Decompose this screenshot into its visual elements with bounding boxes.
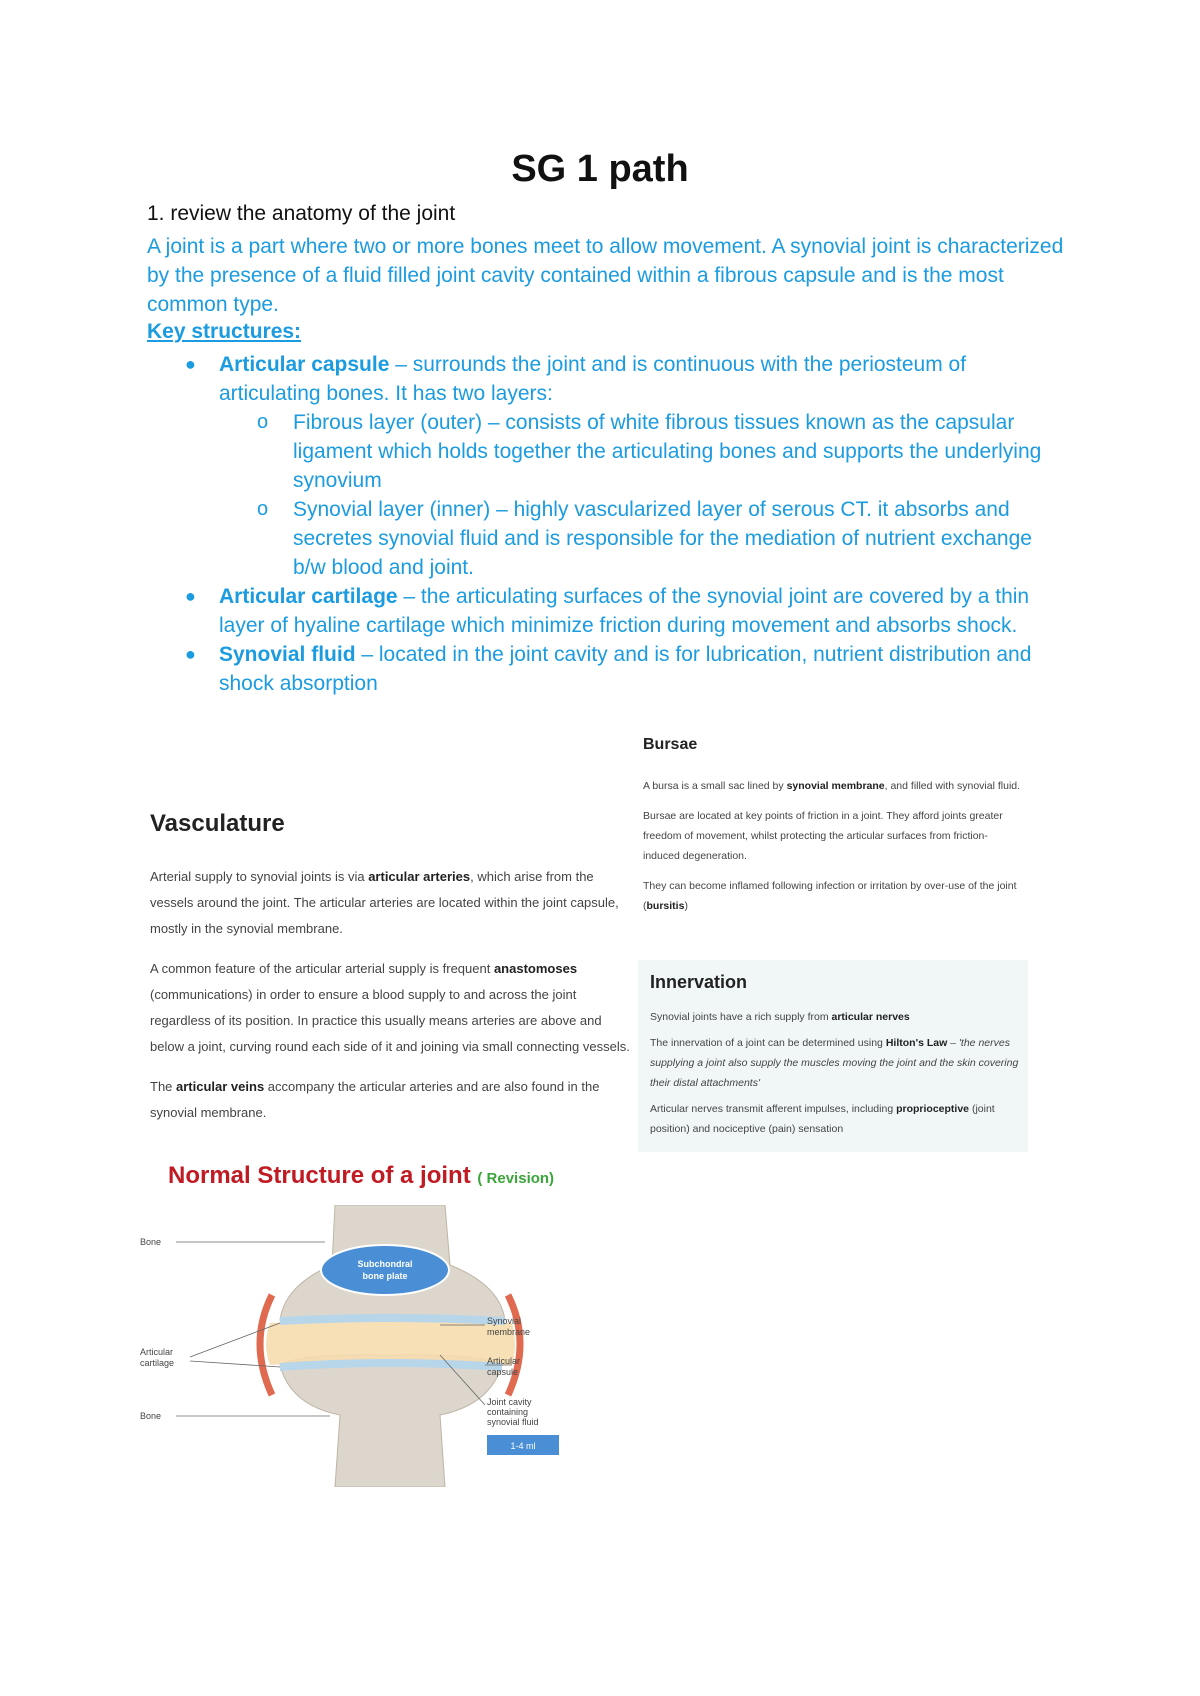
- joint-cavity: [266, 1320, 515, 1365]
- bursae-paragraph-2: Bursae are located at key points of friction in a joint. They afford joints greater freedom of movement, whilst protecting the articular surfaces from friction-induced degeneration.: [643, 810, 1003, 862]
- bursae-paragraph-1: A bursa is a small sac lined by synovial membrane, and filled with synovial fluid.: [643, 780, 1021, 792]
- innervation-paragraph-2: The innervation of a joint can be determined using Hilton's Law – 'the nerves supplying a joint also supply the muscles moving the joint and the skin covering their distal attachments': [650, 1037, 1019, 1089]
- vasculature-panel: [150, 810, 630, 1140]
- innervation-panel: [638, 960, 1028, 1152]
- list-item-fluid: [147, 640, 1067, 698]
- cartilage-description: – the articulating surfaces of the synovial joint are covered by a thin layer of hyaline cartilage which minimize friction during movement and absorbs shock.: [219, 585, 1030, 637]
- bullet-icon: ●: [185, 354, 196, 374]
- circle-bullet-icon: o: [257, 411, 269, 433]
- list-item-cartilage: [147, 582, 1067, 640]
- joint-diagram: [140, 1205, 610, 1487]
- bursae-paragraph-3: They can become inflamed following infection or irritation by over-use of the joint (bursitis): [643, 880, 1017, 912]
- cavity-label-3: synovial fluid: [487, 1417, 539, 1427]
- fluid-description: – located in the joint cavity and is for lubrication, nutrient distribution and shock absorption: [219, 643, 1032, 695]
- sub-item-fibrous: [147, 408, 1067, 495]
- term-articular-cartilage: Articular cartilage: [219, 585, 398, 608]
- capsule-label-2: capsule: [487, 1367, 519, 1377]
- volume-label: 1-4 ml: [510, 1441, 536, 1451]
- term-articular-capsule: Articular capsule: [219, 353, 390, 376]
- bursae-panel: [643, 736, 1023, 926]
- subchondral-label-1: Subchondral: [357, 1259, 413, 1269]
- cartilage-label-1: Articular: [140, 1347, 174, 1357]
- structures-list: [147, 350, 1067, 698]
- key-structures-heading: Key structures:: [147, 320, 302, 343]
- synovial-layer-text: Synovial layer (inner) – highly vascularized layer of serous CT. it absorbs and secretes synovial fluid and is responsible for the mediation of nutrient exchange b/w blood and joint.: [293, 498, 1032, 579]
- fibrous-layer-text: Fibrous layer (outer) – consists of white fibrous tissues known as the capsular ligament which holds together the articulating bones and supports the underlying synovium: [293, 411, 1042, 492]
- cartilage-label-2: cartilage: [140, 1358, 175, 1368]
- cavity-label-1: Joint cavity: [487, 1397, 532, 1407]
- bullet-icon: ●: [185, 586, 196, 606]
- vasculature-paragraph-2: A common feature of the articular arterial supply is frequent anastomoses (communications) in order to ensure a blood supply to and across the joint regardless of its position. In practice this usually means arteries are above and below a joint, curving round each side of it and joining via small connecting vessels.: [150, 961, 630, 1054]
- synovial-label-1: Synovial: [487, 1316, 522, 1326]
- vasculature-heading: Vasculature: [150, 810, 285, 837]
- intro-paragraph: A joint is a part where two or more bones meet to allow movement. A synovial joint is characterized by the presence of a fluid filled joint cavity contained within a fibrous capsule and is the most common type.: [147, 235, 1064, 316]
- list-item-capsule: [147, 350, 1067, 408]
- figure-title: Normal Structure of a joint ( Revision): [168, 1162, 555, 1189]
- subchondral-label-2: bone plate: [362, 1271, 408, 1281]
- lower-bone: [280, 1355, 502, 1487]
- circle-bullet-icon: o: [257, 498, 269, 520]
- capsule-label-1: Articular: [487, 1356, 521, 1366]
- page-title: SG 1 path: [511, 148, 689, 190]
- question-heading: 1. review the anatomy of the joint: [147, 202, 456, 225]
- vasculature-paragraph-3: The articular veins accompany the articular arteries and are also found in the synovial membrane.: [150, 1079, 600, 1120]
- innervation-paragraph-3: Articular nerves transmit afferent impulses, including proprioceptive (joint position) and nociceptive (pain) sensation: [650, 1103, 995, 1135]
- bone-top-label: Bone: [140, 1237, 162, 1247]
- revision-tag: ( Revision): [477, 1170, 555, 1187]
- capsule-description: – surrounds the joint and is continuous with the periosteum of articulating bones. It has two layers:: [219, 353, 967, 405]
- innervation-paragraph-1: Synovial joints have a rich supply from articular nerves: [650, 1011, 910, 1023]
- cavity-label-2: containing: [487, 1407, 529, 1417]
- subchondral-plate: [321, 1245, 449, 1295]
- bursae-heading: Bursae: [643, 736, 698, 753]
- vasculature-paragraph-1: Arterial supply to synovial joints is via articular arteries, which arise from the vessels around the joint. The articular arteries are located within the joint capsule, mostly in the synovial membrane.: [150, 869, 619, 936]
- bullet-icon: ●: [185, 644, 196, 664]
- synovial-label-2: membrane: [487, 1327, 531, 1337]
- term-synovial-fluid: Synovial fluid: [219, 643, 356, 666]
- sub-item-synovial: [147, 495, 1067, 582]
- bone-bottom-label: Bone: [140, 1411, 162, 1421]
- innervation-heading: Innervation: [650, 972, 748, 992]
